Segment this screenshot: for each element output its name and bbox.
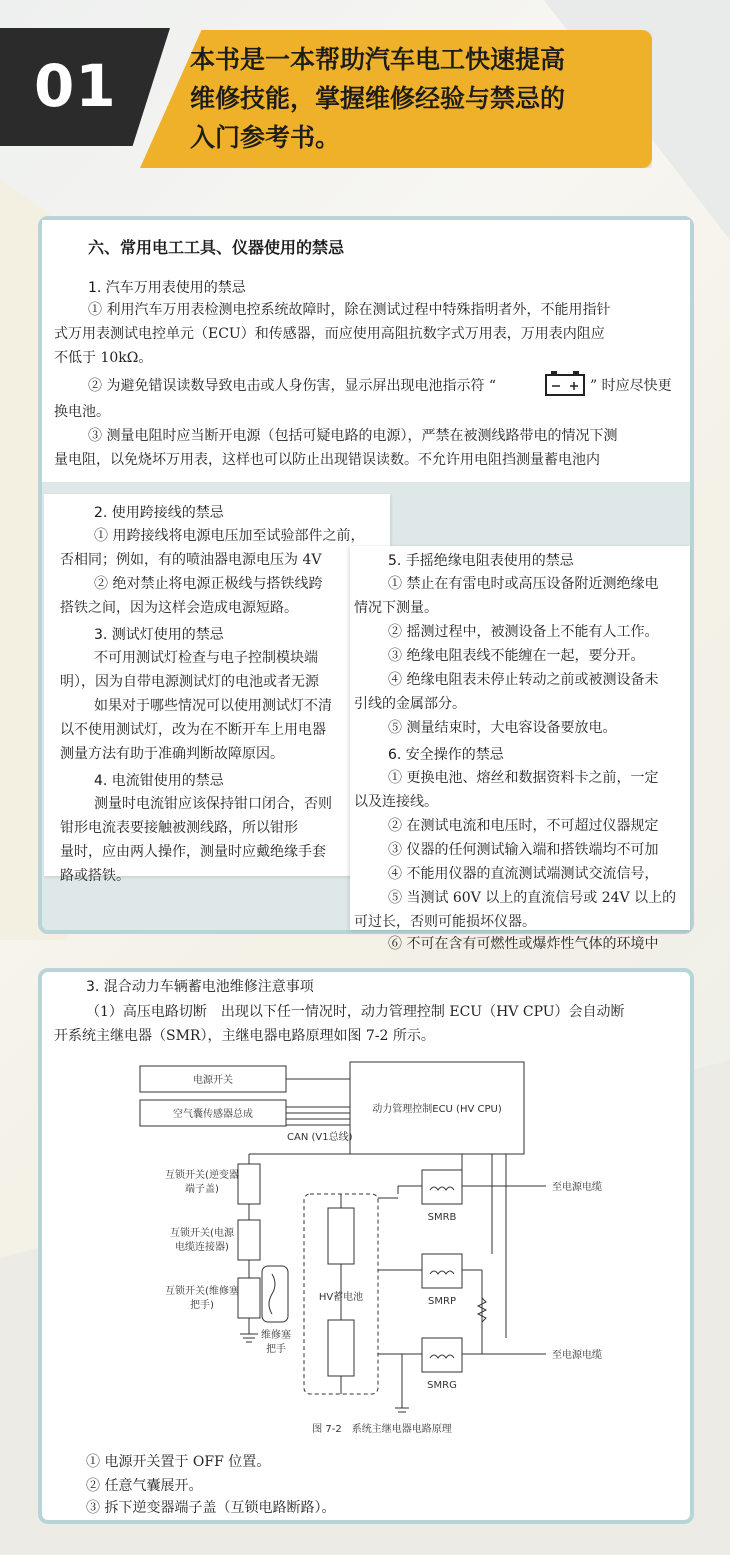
paragraph-line: 式万用表测试电控单元（ECU）和传感器，而应使用高阻抗数字式万用表，万用表内阻应	[54, 326, 605, 342]
battery-cell	[328, 1208, 354, 1264]
paragraph-line: 量时，应由两人操作，测量时应戴绝缘手套	[60, 844, 326, 860]
service-plug	[262, 1266, 288, 1322]
paragraph-line: ① 用跨接线将电源电压加至试验部件之前，	[94, 528, 365, 544]
paragraph-line: 量电阻，以免烧坏万用表，这样也可以防止出现错误读数。不允许用电阻挡测量蓄电池内	[54, 452, 600, 468]
service-plug-label: 把手	[266, 1344, 286, 1355]
section-heading: 5. 手摇绝缘电阻表使用的禁忌	[388, 553, 574, 569]
interlock-label: 互锁开关(电源	[170, 1228, 234, 1239]
page-excerpt-card-1	[38, 216, 694, 952]
paragraph-line: ③ 仪器的任何测试输入端和搭铁端均不可加	[388, 842, 659, 858]
paragraph-line: 否相同；例如，有的喷油器电源电压为 4V	[60, 552, 322, 568]
smrb-label: SMRB	[427, 1212, 457, 1223]
section-heading: 3. 测试灯使用的禁忌	[94, 627, 224, 643]
section-heading: 4. 电流钳使用的禁忌	[94, 773, 224, 789]
interlock-label: 互锁开关(维修塞	[165, 1286, 239, 1297]
relay-circuit-diagram	[132, 1058, 632, 1438]
battery-cell	[328, 1320, 354, 1376]
interlock-label: 互锁开关(逆变器	[165, 1170, 239, 1181]
to-cable-label: 至电源电缆	[552, 1182, 602, 1193]
interlock-label: 把手)	[190, 1300, 214, 1311]
paragraph-line: ” 时应尽快更	[590, 378, 672, 394]
interlock-label: 端子盖)	[185, 1184, 219, 1195]
paragraph-line: 搭铁之间，因为这样会造成电源短路。	[60, 600, 298, 616]
interlock-switch-2	[238, 1220, 260, 1260]
to-cable-label: 至电源电缆	[552, 1350, 602, 1361]
paragraph-line: 以不使用测试灯，改为在不断开车上用电器	[60, 722, 326, 738]
hv-battery-label: HV蓄电池	[318, 1292, 364, 1303]
paragraph-line: 以及连接线。	[354, 794, 438, 810]
paragraph-line: 情况下测量。	[354, 600, 438, 616]
section-number: 01	[34, 52, 117, 120]
section-heading: 2. 使用跨接线的禁忌	[94, 505, 224, 521]
paragraph-line: 引线的金属部分。	[354, 696, 466, 712]
paragraph-line: ⑤ 测量结束时，大电容设备要放电。	[388, 720, 617, 736]
figure-caption: 图 7-2 系统主继电器电路原理	[312, 1424, 452, 1435]
paragraph-line: ⑥ 不可在含有可燃性或爆炸性气体的环境中	[388, 936, 659, 952]
paragraph-line: 路或搭铁。	[60, 868, 130, 884]
paragraph-line: 不可用测试灯检查与电子控制模块端	[94, 650, 318, 666]
interlock-label: 电缆连接器)	[175, 1242, 229, 1253]
interlock-switch-3	[238, 1278, 260, 1318]
paragraph-line: 开系统主继电器（SMR），主继电器电路原理如图 7-2 所示。	[54, 1028, 435, 1044]
header-line: 本书是一本帮助汽车电工快速提高	[190, 45, 566, 74]
ecu-label: 动力管理控制ECU (HV CPU)	[372, 1104, 502, 1115]
power-switch-label: 电源开关	[193, 1075, 233, 1086]
airbag-label: 空气囊传感器总成	[173, 1109, 253, 1120]
book-page-top	[42, 220, 690, 482]
page-excerpt-card-2	[38, 968, 694, 1524]
section-heading: 6. 安全操作的禁忌	[388, 747, 504, 763]
paragraph-line: ② 在测试电流和电压时，不可超过仪器规定	[388, 818, 659, 834]
service-plug-label: 维修塞	[261, 1330, 291, 1341]
paragraph-line: ④ 不能用仪器的直流测试端测试交流信号，	[388, 866, 659, 882]
paragraph-line: 测量时电流钳应该保持钳口闭合，否则	[94, 796, 332, 812]
paragraph-line: 可过长，否则可能损坏仪器。	[354, 914, 536, 930]
section-heading: 1. 汽车万用表使用的禁忌	[88, 280, 246, 296]
smrp-label: SMRP	[428, 1296, 456, 1307]
paragraph-line: 如果对于哪些情况可以使用测试灯不清	[94, 698, 332, 714]
paragraph-line: ④ 绝缘电阻表未停止转动之前或被测设备未	[388, 672, 659, 688]
paragraph-line: （1）高压电路切断 出现以下任一情况时，动力管理控制 ECU（HV CPU）会自动断	[86, 1004, 625, 1020]
header-line: 入门参考书。	[190, 123, 341, 152]
section-heading: 3. 混合动力车辆蓄电池维修注意事项	[86, 979, 314, 995]
interlock-switch-1	[238, 1164, 260, 1204]
smrg-label: SMRG	[427, 1380, 457, 1391]
book-page-right	[350, 546, 690, 952]
paragraph-line: ③ 测量电阻时应当断开电源（包括可疑电路的电源），严禁在被测线路带电的情况下测	[88, 428, 618, 444]
header-line: 维修技能，掌握维修经验与禁忌的	[190, 84, 566, 113]
paragraph-line: ② 为避免错误读数导致电击或人身伤害，显示屏出现电池指示符 “	[88, 378, 497, 394]
paragraph-line: ① 利用汽车万用表检测电控系统故障时，除在测试过程中特殊指明者外，不能用指针	[88, 302, 611, 318]
paragraph-line: ⑤ 当测试 60V 以上的直流信号或 24V 以上的	[388, 890, 677, 906]
paragraph-line: ② 摇测过程中，被测设备上不能有人工作。	[388, 624, 659, 640]
paragraph-line: 不低于 10kΩ。	[54, 350, 153, 366]
paragraph-line: ① 禁止在有雷电时或高压设备附近测绝缘电	[388, 576, 659, 592]
step-item: ① 电源开关置于 OFF 位置。	[86, 1454, 271, 1470]
can-label: CAN (V1总线)	[287, 1132, 353, 1143]
step-item: ③ 拆下逆变器端子盖（互锁电路断路）。	[86, 1500, 336, 1516]
battery-indicator-icon	[544, 368, 586, 398]
paragraph-line: 钳形电流表要接触被测线路，所以钳形	[60, 820, 298, 836]
paragraph-line: 明），因为自带电源测试灯的电池或者无源	[60, 674, 319, 690]
chapter-title: 六、常用电工工具、仪器使用的禁忌	[88, 238, 345, 257]
paragraph-line: 换电池。	[54, 404, 110, 420]
paragraph-line: ② 绝对禁止将电源正极线与搭铁线跨	[94, 576, 323, 592]
paragraph-line: ③ 绝缘电阻表线不能缠在一起，要分开。	[388, 648, 645, 664]
paragraph-line: 测量方法有助于准确判断故障原因。	[60, 746, 284, 762]
book-page-left	[44, 494, 390, 884]
header-text	[190, 40, 640, 157]
step-item: ② 任意气囊展开。	[86, 1478, 203, 1494]
paragraph-line: ① 更换电池、熔丝和数据资料卡之前，一定	[388, 770, 659, 786]
